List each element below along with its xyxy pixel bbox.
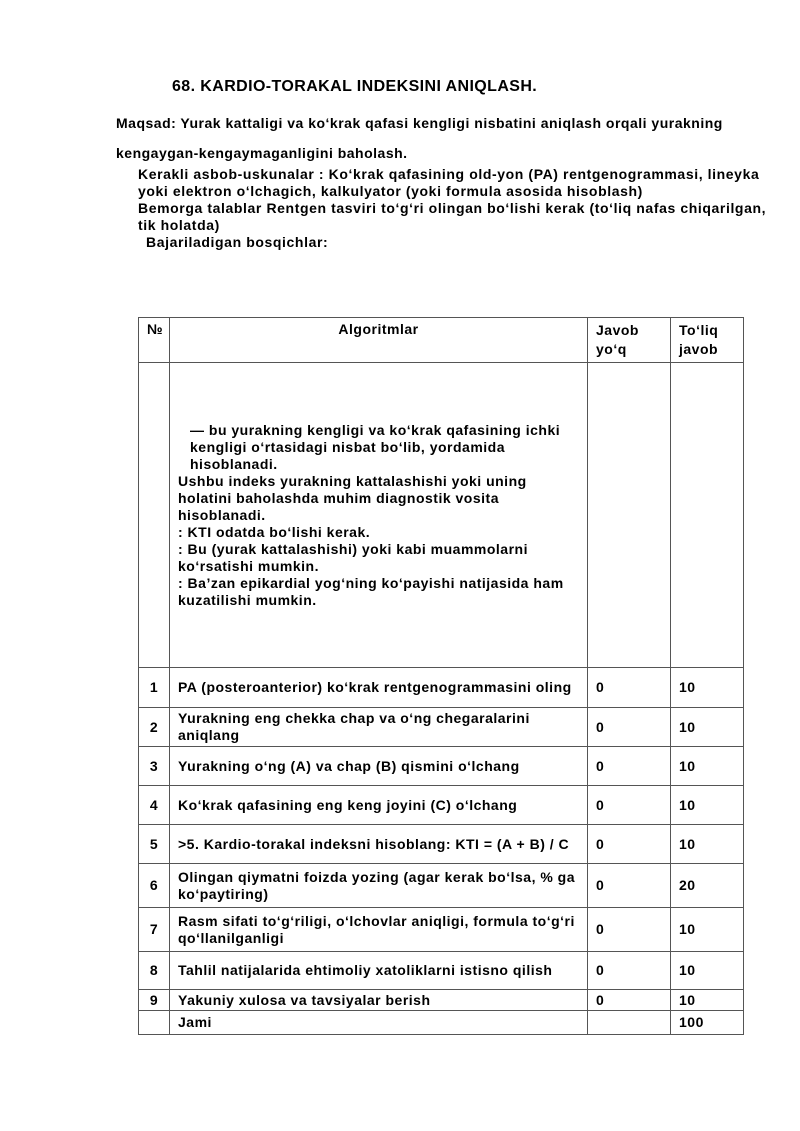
- equipment-text: Kerakli asbob-uskunalar : Ko‘krak qafasining old-yon (PA) rentgenogrammasi, lineyka yoki elektron o‘lchagich, kalkulyator (yoki formula asosida hisoblash): [138, 166, 760, 199]
- row-text: Tahlil natijalarida ehtimoliy xatoliklarni istisno qilish: [170, 952, 588, 990]
- row-answer: 0: [588, 990, 671, 1011]
- row-answer: 0: [588, 825, 671, 864]
- header-algorithms: Algoritmlar: [170, 318, 588, 363]
- row-num: 6: [139, 864, 170, 908]
- table-row: [139, 952, 744, 990]
- row-num: 1: [139, 668, 170, 708]
- table-row: [139, 708, 744, 747]
- description-line: — bu yurakning kengligi va ko‘krak qafasining ichki kengligi o‘rtasidagi nisbat bo‘lib, yordamida hisoblanadi.: [190, 421, 561, 472]
- row-full: 10: [671, 990, 744, 1011]
- info-block: [138, 166, 788, 251]
- row-text: Yurakning eng chekka chap va o‘ng chegaralarini aniqlang: [170, 708, 588, 747]
- row-answer: 0: [588, 668, 671, 708]
- description-row: [139, 363, 744, 668]
- row-full: 10: [671, 825, 744, 864]
- row-text: >5. Kardio-torakal indeksni hisoblang: KTI = (A + B) / C: [170, 825, 588, 864]
- header-num: №: [139, 318, 170, 363]
- row-answer: 0: [588, 747, 671, 786]
- table-row: [139, 668, 744, 708]
- row-num: 3: [139, 747, 170, 786]
- total-num-cell: [139, 1011, 170, 1035]
- row-text: Rasm sifati to‘g‘riligi, o‘lchovlar aniqligi, formula to‘g‘ri qo‘llanilganligi: [170, 908, 588, 952]
- row-num: 7: [139, 908, 170, 952]
- row-full: 10: [671, 668, 744, 708]
- row-num: 9: [139, 990, 170, 1011]
- row-answer: 0: [588, 786, 671, 825]
- description-line: : Ba’zan epikardial yog‘ning ko‘payishi natijasida ham kuzatilishi mumkin.: [178, 574, 564, 608]
- table-row: [139, 990, 744, 1011]
- page-title: 68. KARDIO-TORAKAL INDEKSINI ANIQLASH.: [172, 78, 538, 95]
- table-row: [139, 864, 744, 908]
- header-answer: Javob yo‘q: [588, 318, 671, 363]
- row-answer: 0: [588, 864, 671, 908]
- row-num: 2: [139, 708, 170, 747]
- row-text: Yakuniy xulosa va tavsiyalar berish: [170, 990, 588, 1011]
- description-line: : KTI odatda bo‘lishi kerak.: [178, 523, 371, 540]
- description-cell: [170, 363, 588, 668]
- row-num: 5: [139, 825, 170, 864]
- row-text: PA (posteroanterior) ko‘krak rentgenogrammasini oling: [170, 668, 588, 708]
- table-row: [139, 908, 744, 952]
- steps-title: Bajariladigan bosqichlar:: [146, 234, 329, 250]
- table-row: [139, 786, 744, 825]
- purpose-text: Maqsad: Yurak kattaligi va ko‘krak qafasi kengligi nisbatini aniqlash orqali yurakning kengaygan-kengaymaganligini baholash.: [116, 115, 723, 161]
- total-label: Jami: [170, 1011, 588, 1035]
- row-text: Olingan qiymatni foizda yozing (agar kerak bo‘lsa, % ga ko‘paytiring): [170, 864, 588, 908]
- total-answer-cell: [588, 1011, 671, 1035]
- description-num-cell: [139, 363, 170, 668]
- description-line: Ushbu indeks yurakning kattalashishi yoki uning holatini baholashda muhim diagnostik vosita hisoblanadi.: [178, 472, 527, 523]
- header-full-answer: To‘liq javob: [671, 318, 744, 363]
- row-full: 10: [671, 747, 744, 786]
- row-num: 4: [139, 786, 170, 825]
- row-answer: 0: [588, 952, 671, 990]
- row-answer: 0: [588, 708, 671, 747]
- requirements-text: Bemorga talablar Rentgen tasviri to‘g‘ri olingan bo‘lishi kerak (to‘liq nafas chiqarilgan, tik holatda): [138, 200, 767, 233]
- description-full-cell: [671, 363, 744, 668]
- description-line: : Bu (yurak kattalashishi) yoki kabi muammolarni ko‘rsatishi mumkin.: [178, 540, 528, 574]
- total-value: 100: [671, 1011, 744, 1035]
- row-text: Yurakning o‘ng (A) va chap (B) qismini o‘lchang: [170, 747, 588, 786]
- row-num: 8: [139, 952, 170, 990]
- row-full: 10: [671, 952, 744, 990]
- table-row: [139, 825, 744, 864]
- row-answer: 0: [588, 908, 671, 952]
- total-row: [139, 1011, 744, 1035]
- row-full: 10: [671, 708, 744, 747]
- description-answer-cell: [588, 363, 671, 668]
- algorithm-table: [138, 317, 744, 1035]
- table-header-row: [139, 318, 744, 363]
- row-full: 10: [671, 908, 744, 952]
- row-full: 20: [671, 864, 744, 908]
- row-text: Ko‘krak qafasining eng keng joyini (C) o‘lchang: [170, 786, 588, 825]
- row-full: 10: [671, 786, 744, 825]
- table-row: [139, 747, 744, 786]
